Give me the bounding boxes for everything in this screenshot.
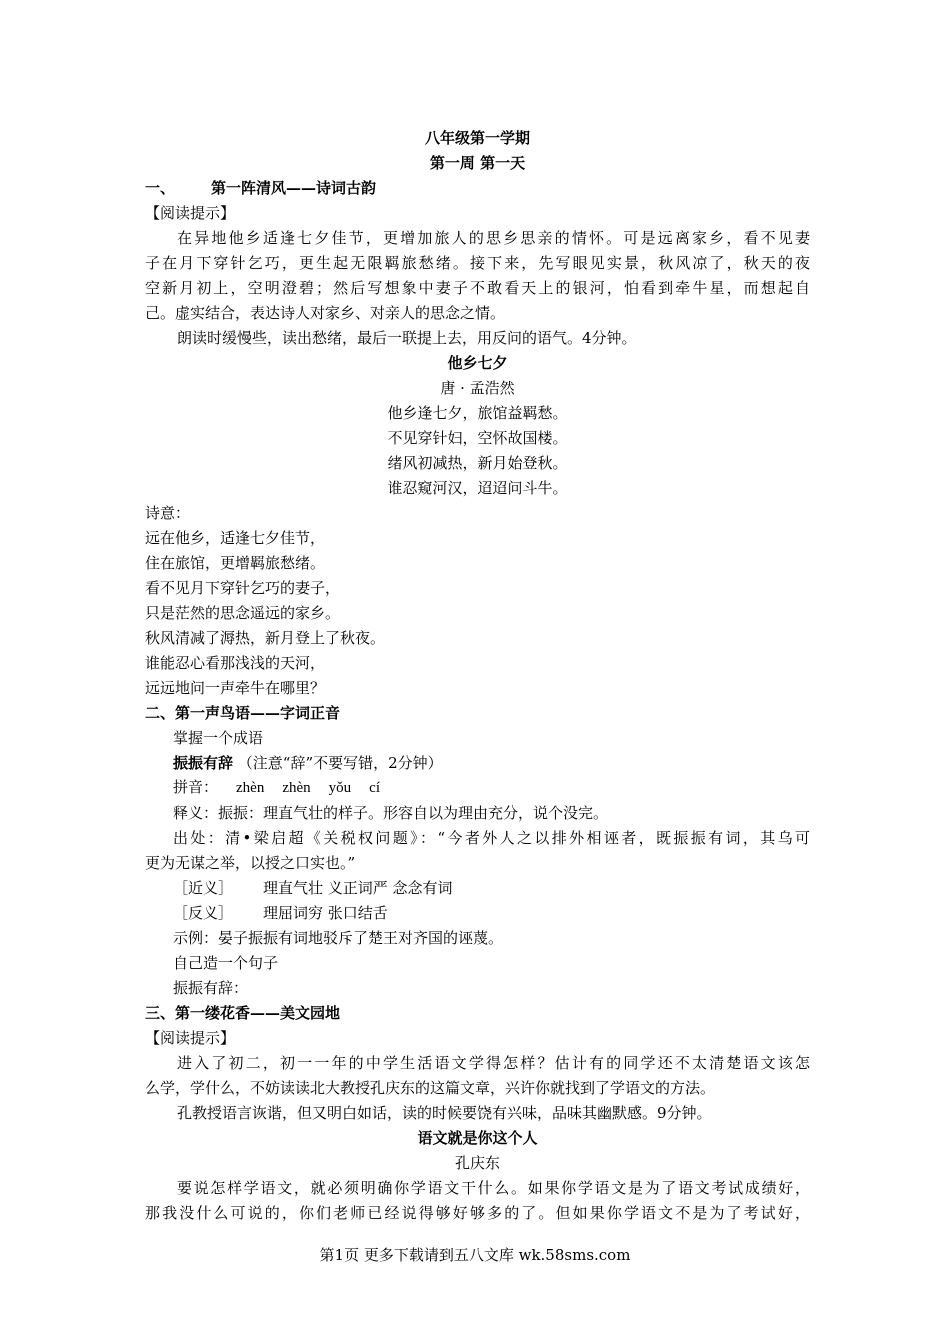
pinyin-syllable: yǒu (328, 780, 352, 796)
meaning-line: 远在他乡，适逢七夕佳节， (145, 529, 326, 547)
article-line: 那我没什么可说的，你们老师已经说得够好够多的了。但如果你学语文不是为了考试好， (145, 1204, 810, 1222)
meaning-line: 住在旅馆，更增羁旅愁绪。 (145, 554, 326, 572)
pinyin-syllable: zhèn (236, 780, 265, 796)
poem-title: 他乡七夕 (447, 354, 508, 372)
section-title: 第一阵清风——诗词古韵 (211, 179, 377, 197)
hint-line: 己。虚实结合，表达诗人对家乡、对亲人的思念之情。 (145, 304, 506, 322)
poem-line: 谁忍窥河汉，迢迢问斗牛。 (387, 479, 568, 497)
hint-label: 【阅读提示】 (145, 1029, 236, 1047)
synonym-line (145, 876, 810, 901)
article-title: 语文就是你这个人 (417, 1129, 538, 1147)
page-subtitle: 第一周 第一天 (429, 154, 526, 172)
article-line: 要说怎样学语文，就必须明确你学语文干什么。如果你学语文是为了语文考试成绩好， (177, 1179, 810, 1197)
antonym-line (145, 901, 810, 926)
section-heading-3 (145, 1001, 810, 1026)
page-footer: 第1页 更多下载请到五八文库 wk.58sms.com (319, 1246, 631, 1264)
definition: 释义：振振：理直气壮的样子。形容自以为理由充分，说个没完。 (173, 804, 609, 822)
antonym-label: ［反义］ (173, 904, 234, 922)
synonyms: 理直气壮 义正词严 念念有词 (263, 879, 453, 897)
poem-line: 绪风初减热，新月始登秋。 (387, 454, 568, 472)
article-author: 孔庆东 (454, 1154, 500, 1172)
reading-tip: 孔教授语言诙谐，但又明白如话，读的时候要饶有兴味，品味其幽默感。9分钟。 (177, 1104, 712, 1122)
synonym-label: ［近义］ (173, 879, 234, 897)
hint-label: 【阅读提示】 (145, 204, 236, 222)
meaning-line: 秋风清减了溽热，新月登上了秋夜。 (145, 629, 386, 647)
source-line: 更为无谋之举，以授之口实也。” (145, 854, 356, 872)
pinyin-label: 拼音： (173, 780, 219, 796)
pinyin-syllable: zhèn (282, 780, 311, 796)
hint-line: 子在月下穿针乞巧，更生起无限羁旅愁绪。接下来，先写眼见实景，秋风凉了，秋天的夜 (145, 254, 810, 272)
hint-line: 进入了初二，初一一年的中学生活语文学得怎样？估计有的同学还不太清楚语文该怎 (177, 1054, 810, 1072)
source-line: 出处：清•梁启超《关税权问题》：“今者外人之以排外相诬者，既振振有词，其乌可 (173, 829, 810, 847)
idiom-intro: 掌握一个成语 (173, 729, 264, 747)
section-number: 一、 (145, 179, 176, 197)
section-number: 三、 (145, 1004, 176, 1022)
page-content (145, 126, 810, 1226)
make-sentence: 自己造一个句子 (173, 954, 279, 972)
antonyms: 理屈词穷 张口结舌 (263, 904, 388, 922)
pinyin-syllable: cí (369, 780, 380, 796)
hint-line: 么学，学什么，不妨读读北大教授孔庆东的这篇文章，兴许你就找到了学语文的方法。 (145, 1079, 716, 1097)
section-heading-2 (145, 701, 810, 726)
idiom-line (145, 751, 810, 776)
reading-tip: 朗读时缓慢些，读出愁绪，最后一联提上去，用反问的语气。4分钟。 (177, 329, 637, 347)
poem-line: 他乡逢七夕，旅馆益羁愁。 (387, 404, 568, 422)
meaning-line: 只是茫然的思念遥远的家乡。 (145, 604, 341, 622)
meaning-label: 诗意： (145, 504, 191, 522)
sentence-prompt: 振振有辞： (173, 979, 249, 997)
section-heading-1 (145, 176, 810, 201)
pinyin-line (145, 776, 810, 801)
idiom: 振振有辞 (173, 754, 234, 772)
hint-line: 空新月初上，空明澄碧；然后写想象中妻子不敢看天上的银河，怕看到牵牛星，而想起自 (145, 279, 810, 297)
poem-author: 唐 · 孟浩然 (440, 379, 515, 397)
poem-line: 不见穿针妇，空怀故国楼。 (387, 429, 568, 447)
meaning-line: 看不见月下穿针乞巧的妻子， (145, 579, 341, 597)
meaning-line: 谁能忍心看那浅浅的天河， (145, 654, 326, 672)
section-title: 第一声鸟语——字词正音 (175, 704, 341, 722)
section-title: 第一缕花香——美文园地 (175, 1004, 341, 1022)
hint-line: 在异地他乡适逢七夕佳节，更增加旅人的思乡思亲的情怀。可是远离家乡，看不见妻 (177, 229, 810, 247)
meaning-line: 远远地问一声牵牛在哪里？ (145, 679, 326, 697)
section-number: 二、 (145, 704, 176, 722)
idiom-note: （注意“辞”不要写错，2分钟） (237, 754, 443, 772)
page-title: 八年级第一学期 (424, 129, 530, 147)
example: 示例：晏子振振有词地驳斥了楚王对齐国的诬蔑。 (173, 929, 504, 947)
